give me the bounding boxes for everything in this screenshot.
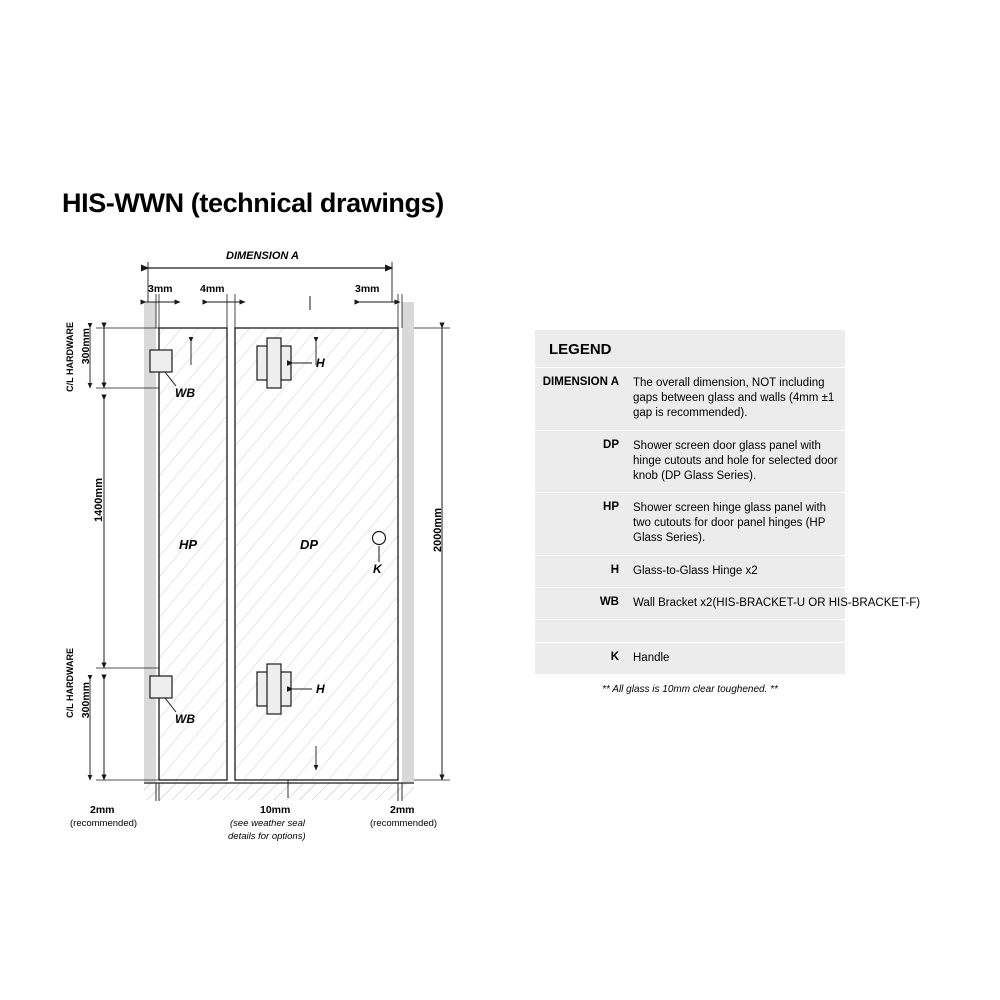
legend-row-k xyxy=(535,643,845,675)
technical-drawing xyxy=(60,250,480,840)
legend-panel xyxy=(535,330,921,704)
legend-row-hp xyxy=(535,493,845,556)
legend-spacer xyxy=(535,620,845,643)
handle-label: K xyxy=(373,562,382,576)
gap-left-wall-label: 3mm xyxy=(148,283,173,295)
bracket-top-label: WB xyxy=(175,386,195,400)
page-title: HIS-WWN (technical drawings) xyxy=(62,188,444,218)
overall-height-label: 2000mm xyxy=(432,508,444,553)
legend-value: Wall Bracket x2(HIS-BRACKET-U OR HIS-BRACKET-F) xyxy=(633,596,921,609)
legend-value: Glass-to-Glass Hinge x2 xyxy=(633,564,758,577)
floor-right-note: (recommended) xyxy=(370,818,438,829)
legend-key: DIMENSION A xyxy=(542,376,619,388)
bracket-bottom-label: WB xyxy=(175,712,195,726)
panel-hp-label: HP xyxy=(179,537,198,552)
legend-key: H xyxy=(610,563,619,576)
legend-value: Shower screen door glass panel with hinge cutouts and hole for selected door knob (DP Glass Series). xyxy=(633,439,838,482)
bottom-hardware-dim-label: 300mm xyxy=(80,682,92,719)
drawing-svg xyxy=(60,250,480,840)
legend-key: K xyxy=(610,650,619,663)
gap-right-wall-label: 3mm xyxy=(355,283,380,295)
legend-row-wb xyxy=(535,588,921,620)
legend-key: WB xyxy=(599,595,619,608)
bottom-hardware-note: C/L HARDWARE xyxy=(65,648,75,718)
floor-center-note-1: (see weather seal xyxy=(230,818,305,829)
gap-between-glass-label: 4mm xyxy=(200,283,225,295)
hinge-bottom-label: H xyxy=(316,682,325,696)
floor-center-gap-label: 10mm xyxy=(260,804,291,816)
legend-key: HP xyxy=(603,501,619,514)
middle-dim-label: 1400mm xyxy=(93,478,105,523)
legend-value: Shower screen hinge glass panel with two cutouts for door panel hinges (HP Glass Series). xyxy=(633,502,827,545)
legend-value: Handle xyxy=(633,651,670,664)
hinge-top-label: H xyxy=(316,356,325,370)
top-hardware-note: C/L HARDWARE xyxy=(65,322,75,392)
floor-left-gap-label: 2mm xyxy=(90,804,115,816)
dimension-a-label: DIMENSION A xyxy=(226,250,299,262)
floor-right-gap-label: 2mm xyxy=(390,804,415,816)
floor-center-note-2: details for options) xyxy=(228,831,306,842)
floor-left-note: (recommended) xyxy=(70,818,138,829)
legend-key: DP xyxy=(603,438,619,451)
legend-row-h xyxy=(535,556,845,588)
legend-value: The overall dimension, NOT including gaps between glass and walls (4mm ±1 gap is recommended). xyxy=(633,377,835,420)
panel-dp-label: DP xyxy=(300,537,319,552)
legend-heading: LEGEND xyxy=(535,330,845,368)
top-hardware-dim-label: 300mm xyxy=(80,328,92,365)
legend-footnote: ** All glass is 10mm clear toughened. ** xyxy=(535,675,845,704)
legend-row-dp xyxy=(535,431,845,494)
legend-row-dimension-a xyxy=(535,368,845,431)
